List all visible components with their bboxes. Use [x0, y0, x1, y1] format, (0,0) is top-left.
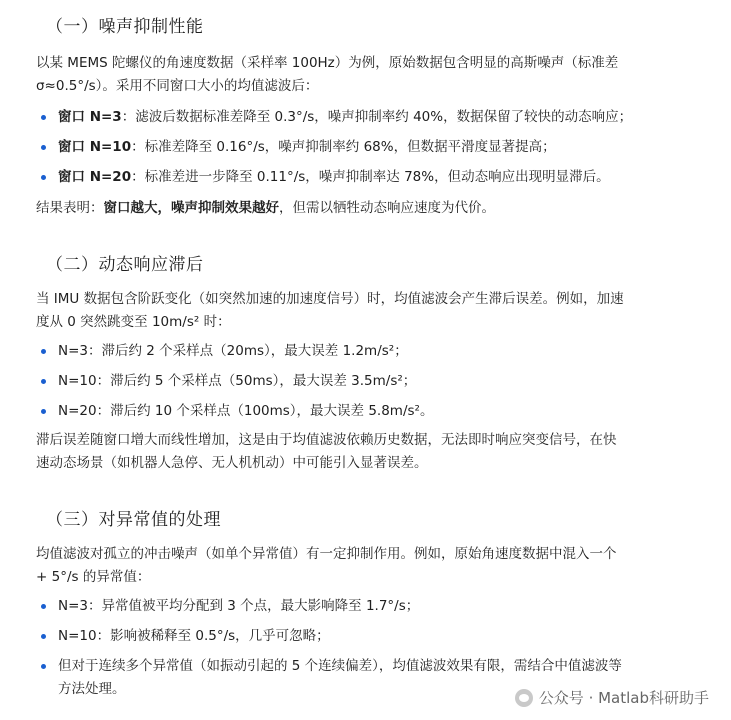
section1-list — [36, 106, 696, 189]
section2-intro: 当 IMU 数据包含阶跃变化（如突然加速的加速度信号）时，均值滤波会产生滞后误差。例如，加速 度从 0 突然跳变至 10m/s² 时： — [36, 291, 624, 330]
list-item: N=3：异常值被平均分配到 3 个点，最大影响降至 1.7°/s； — [36, 595, 696, 618]
list-item: 窗口 N=10：标准差降至 0.16°/s，噪声抑制率约 68%，但数据平滑度显著提高； — [36, 136, 696, 159]
list-item: N=20：滞后约 10 个采样点（100ms），最大误差 5.8m/s²。 — [36, 400, 696, 423]
watermark — [515, 687, 709, 708]
section1-conclusion: 结果表明：窗口越大，噪声抑制效果越好，但需以牺牲动态响应速度为代价。 — [36, 200, 495, 216]
list-item: N=10：影响被稀释至 0.5°/s，几乎可忽略； — [36, 625, 696, 648]
section3-heading: （三）对异常值的处理 — [46, 510, 221, 530]
section2-paragraph: 滞后误差随窗口增大而线性增加，这是由于均值滤波依赖历史数据，无法即时响应突变信号，在快 速动态场景（如机器人急停、无人机机动）中可能引入显著误差。 — [36, 432, 617, 471]
list-item: N=3：滞后约 2 个采样点（20ms），最大误差 1.2m/s²； — [36, 340, 696, 363]
section1-heading: （一）噪声抑制性能 — [46, 17, 204, 37]
section2-heading: （二）动态响应滞后 — [46, 255, 204, 275]
section2-list — [36, 340, 696, 423]
list-item: 窗口 N=3：滤波后数据标准差降至 0.3°/s，噪声抑制率约 40%，数据保留了较快的动态响应； — [36, 106, 696, 129]
wechat-icon — [515, 689, 533, 707]
watermark-text: 公众号 · Matlab科研助手 — [538, 689, 709, 707]
list-item: N=10：滞后约 5 个采样点（50ms），最大误差 3.5m/s²； — [36, 370, 696, 393]
list-item: 窗口 N=20：标准差进一步降至 0.11°/s，噪声抑制率达 78%，但动态响应出现明显滞后。 — [36, 166, 696, 189]
list-item: 但对于连续多个异常值（如振动引起的 5 个连续偏差），均值滤波效果有限，需结合中值滤波等 方法处理。 — [36, 655, 696, 701]
section3-intro: 均值滤波对孤立的冲击噪声（如单个异常值）有一定抑制作用。例如，原始角速度数据中混入一个 + 5°/s 的异常值： — [36, 546, 617, 585]
section3-list — [36, 595, 696, 701]
section1-intro: 以某 MEMS 陀螺仪的角速度数据（采样率 100Hz）为例，原始数据包含明显的高斯噪声（标准差 σ≈0.5°/s）。采用不同窗口大小的均值滤波后： — [36, 55, 619, 94]
